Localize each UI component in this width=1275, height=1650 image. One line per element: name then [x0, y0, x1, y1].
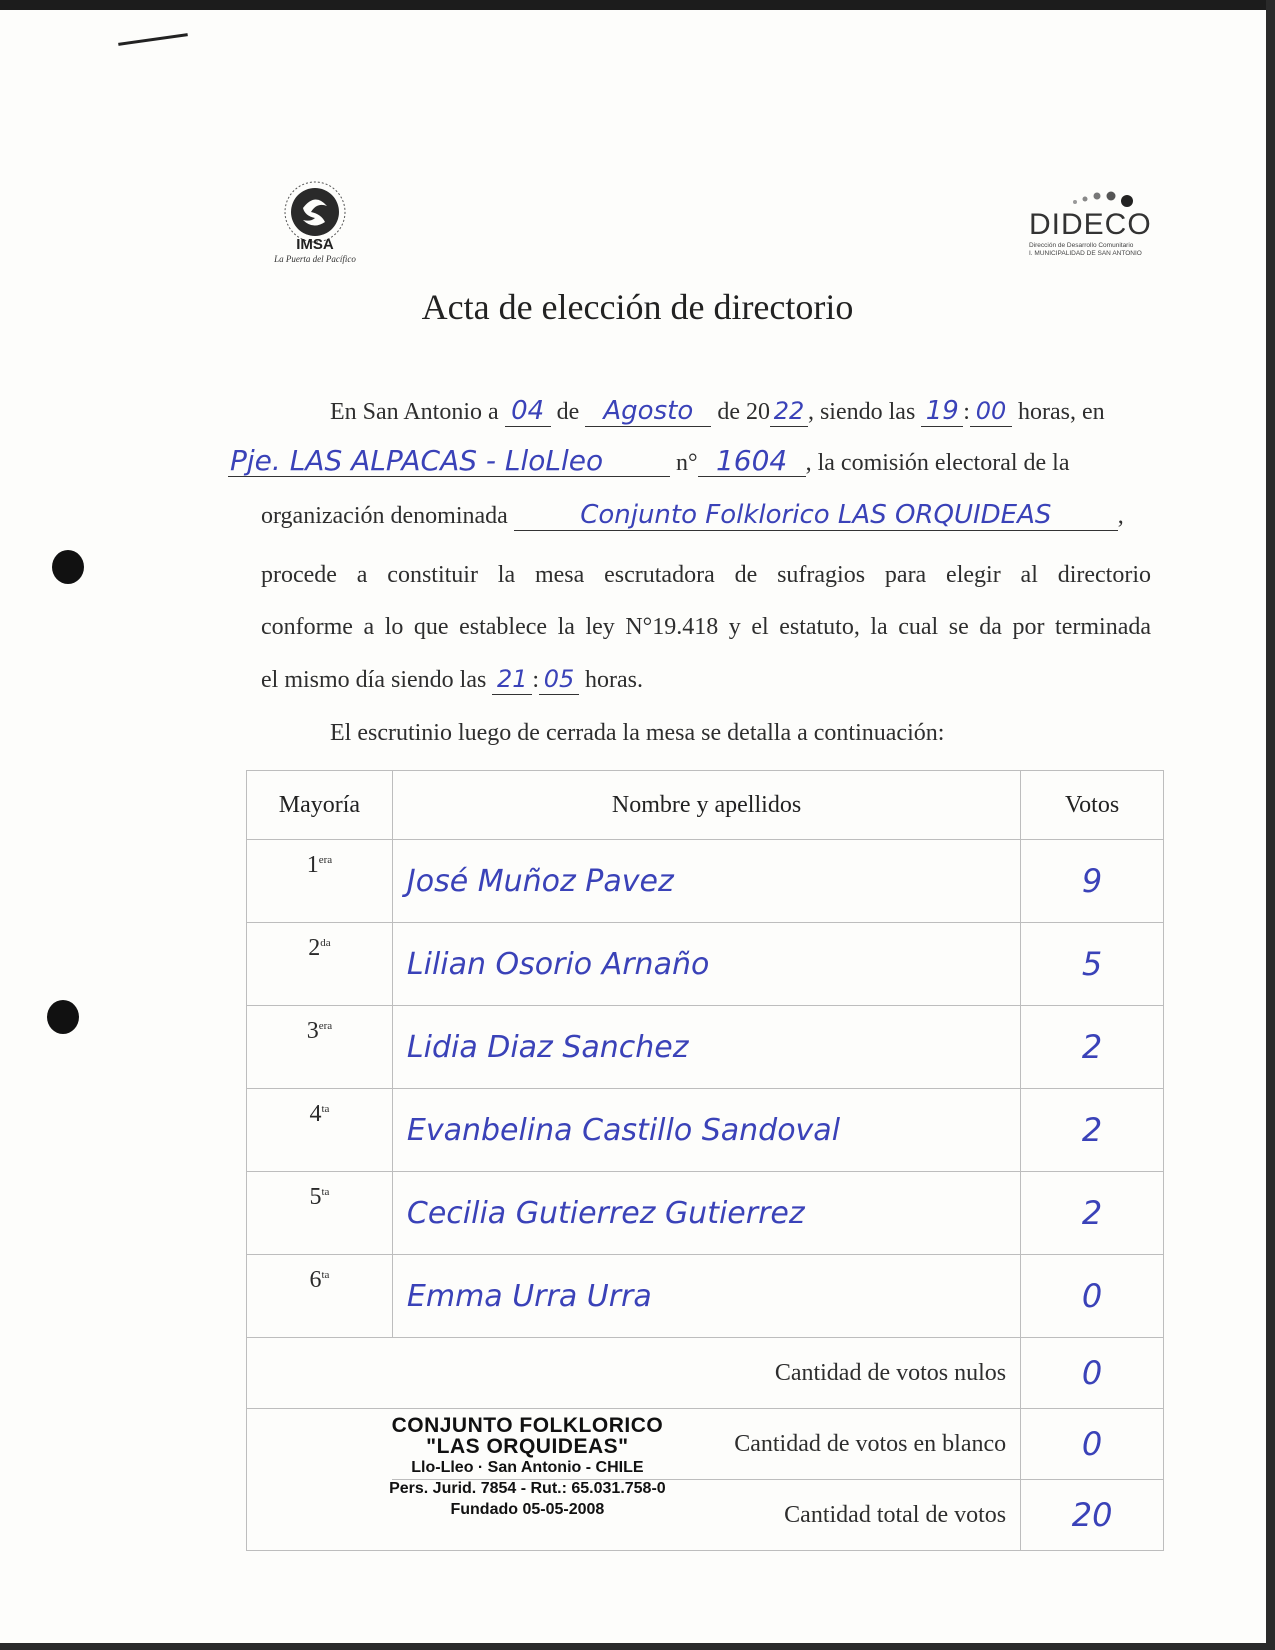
null-votes-label: Cantidad de votos nulos [247, 1338, 1021, 1409]
scan-mark [118, 33, 188, 46]
table-row [247, 1006, 1164, 1089]
rank-number: 5 [309, 1184, 322, 1210]
rank-number: 1 [306, 852, 319, 878]
rank-cell [247, 923, 393, 1006]
rank-number: 3 [306, 1018, 319, 1044]
scan-border-bottom [0, 1643, 1275, 1650]
organization-field: Conjunto Folklorico LAS ORQUIDEAS [514, 500, 1118, 531]
table-row [247, 1255, 1164, 1338]
rank-cell [247, 1006, 393, 1089]
total-votes-value: 20 [1021, 1480, 1164, 1551]
stamp-line-5: Fundado 05-05-2008 [450, 1501, 605, 1518]
place-field: Pje. LAS ALPACAS - LloLleo [228, 446, 670, 477]
text-fragment: : [532, 667, 539, 693]
results-table [246, 770, 1164, 1551]
paragraph-line-6 [261, 664, 643, 695]
candidate-votes: 0 [1021, 1255, 1164, 1338]
number-field: 1604 [698, 446, 806, 477]
blank-votes-text: Cantidad de votos en blanco [734, 1430, 1007, 1457]
header-rank: Mayoría [247, 771, 393, 840]
rank-cell [247, 840, 393, 923]
document-title: Acta de elección de directorio [421, 287, 854, 327]
rank-suffix: era [318, 854, 333, 866]
rank-cell [247, 1172, 393, 1255]
total-votes-label: Cantidad total de votos [392, 1480, 1020, 1551]
rank-suffix: da [320, 937, 331, 949]
paragraph-line-4: procede a constituir la mesa escrutadora de sufragios para elegir al directorio [261, 562, 1151, 588]
stamp-line-4: Pers. Jurid. 7854 - Rut.: 65.031.758-0 [389, 1480, 666, 1497]
stamp-line-2: "LAS ORQUIDEAS" [426, 1435, 629, 1458]
candidate-name: Cecilia Gutierrez Gutierrez [392, 1172, 1020, 1255]
header-votes: Votos [1021, 771, 1164, 840]
text-fragment: horas. [584, 667, 643, 693]
start-minute-field: 00 [970, 396, 1012, 427]
candidate-votes: 2 [1021, 1006, 1164, 1089]
scan-border-right [1266, 0, 1275, 1650]
text-fragment: , la comisión electoral de la [805, 450, 1070, 476]
rank-cell [247, 1255, 393, 1338]
candidate-name: José Muñoz Pavez [392, 840, 1020, 923]
organization-stamp-spacer [247, 1409, 393, 1551]
candidate-votes: 9 [1021, 840, 1164, 923]
table-row [247, 1172, 1164, 1255]
text-fragment: de [556, 399, 580, 425]
dideco-logo-name: DIDECO [1029, 208, 1152, 241]
candidate-votes: 5 [1021, 923, 1164, 1006]
null-votes-row [247, 1338, 1164, 1409]
imsa-logo [255, 178, 375, 274]
punch-hole-top [52, 550, 84, 584]
year-field: 22 [770, 396, 808, 427]
blank-votes-row [247, 1409, 1164, 1480]
start-hour-field: 19 [921, 396, 963, 427]
table-row [247, 840, 1164, 923]
text-fragment: el mismo día siendo las [261, 667, 487, 693]
imsa-logo-tagline: La Puerta del Pacífico [274, 254, 356, 264]
table-row [247, 923, 1164, 1006]
stamp-line-3: Llo-Lleo · San Antonio - CHILE [411, 1459, 644, 1476]
text-fragment: n° [676, 450, 698, 476]
table-row [247, 1089, 1164, 1172]
punch-hole-bottom [47, 1000, 79, 1034]
candidate-name: Lilian Osorio Arnaño [392, 923, 1020, 1006]
month-field: Agosto [585, 396, 711, 427]
candidate-name: Lidia Diaz Sanchez [392, 1006, 1020, 1089]
candidate-name: Evanbelina Castillo Sandoval [392, 1089, 1020, 1172]
scan-border-top [0, 0, 1275, 10]
text-fragment: horas, en [1017, 399, 1105, 425]
end-minute-field: 05 [539, 664, 579, 695]
rank-suffix: ta [321, 1186, 330, 1198]
dideco-dots-icon [1067, 188, 1147, 210]
paragraph-line-5: conforme a lo que establece la ley N°19.418 y el estatuto, la cual se da por terminada [261, 614, 1151, 640]
table-header-row [247, 771, 1164, 840]
rank-number: 2 [308, 935, 321, 961]
stamp-line-1: CONJUNTO FOLKLORICO [391, 1414, 664, 1437]
rank-cell [247, 1089, 393, 1172]
blank-votes-value: 0 [1021, 1409, 1164, 1480]
header-name: Nombre y apellidos [392, 771, 1020, 840]
candidate-name: Emma Urra Urra [392, 1255, 1020, 1338]
paragraph-line-1 [330, 396, 1105, 427]
text-fragment: de 20 [717, 399, 770, 425]
paragraph-line-3 [261, 500, 1124, 531]
paragraph-line-2 [228, 446, 1070, 477]
imsa-logo-name: IMSA [296, 236, 334, 253]
rank-number: 6 [309, 1267, 322, 1293]
rank-number: 4 [309, 1101, 322, 1127]
day-field: 04 [505, 396, 551, 427]
rank-suffix: era [318, 1020, 333, 1032]
dideco-logo [1025, 188, 1155, 268]
dideco-logo-sub2: I. MUNICIPALIDAD DE SAN ANTONIO [1029, 250, 1142, 257]
candidate-votes: 2 [1021, 1089, 1164, 1172]
text-fragment: En San Antonio a [330, 399, 499, 425]
end-hour-field: 21 [492, 664, 532, 695]
text-fragment: organización denominada [261, 503, 508, 529]
null-votes-value: 0 [1021, 1338, 1164, 1409]
text-fragment: , [1117, 503, 1124, 529]
candidate-votes: 2 [1021, 1172, 1164, 1255]
paragraph-line-7: El escrutinio luego de cerrada la mesa se detalla a continuación: [330, 720, 945, 746]
dideco-logo-sub1: Dirección de Desarrollo Comunitario [1029, 242, 1134, 249]
rank-suffix: ta [321, 1269, 330, 1281]
organization-stamp [382, 1415, 672, 1520]
text-fragment: : [963, 399, 970, 425]
text-fragment: , siendo las [807, 399, 916, 425]
rank-suffix: ta [321, 1103, 330, 1115]
